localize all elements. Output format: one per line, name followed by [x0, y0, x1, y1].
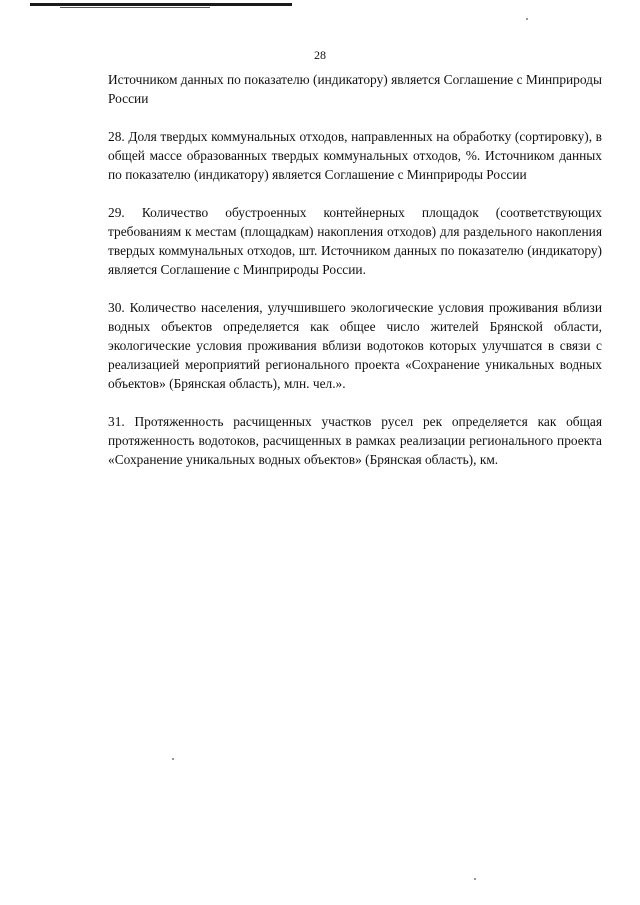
paragraph-item-28: 28. Доля твердых коммунальных отходов, направленных на обработку (сортировку), в общей массе образованных твердых коммунальных отходов, %. Источником данных по показателю (индикатору) является Соглашение с Минприроды России [108, 129, 602, 182]
scan-speck [172, 758, 174, 760]
scan-speck [474, 878, 476, 880]
paragraph-source-note: Источником данных по показателю (индикатору) является Соглашение с Минприроды России [108, 72, 602, 106]
paragraph-item-31: 31. Протяженность расчищенных участков русел рек определяется как общая протяженность водотоков, расчищенных в рамках реализации регионального проекта «Сохранение уникальных водных объектов» (Брянская область), км. [108, 414, 602, 467]
paragraph-item-29: 29. Количество обустроенных контейнерных площадок (соответствующих требованиям к местам (площадкам) накопления отходов) для раздельного накопления твердых коммунальных отходов, шт. Источником данных по показателю (индикатору) является Соглашение с Минприроды России. [108, 205, 602, 277]
scan-edge-mark-thin [60, 7, 210, 8]
scan-edge-mark [30, 3, 292, 6]
scan-speck [526, 18, 528, 20]
document-body [108, 70, 602, 488]
page-number: 28 [314, 48, 326, 62]
paragraph-item-30: 30. Количество населения, улучшившего экологические условия проживания вблизи водных объектов определяется как общее число жителей Брянской области, экологические условия проживания вблизи водотоков которых улучшатся в связи с реализацией мероприятий регионального проекта «Сохранение уникальных водных объектов» (Брянская область), млн. чел.». [108, 300, 602, 391]
